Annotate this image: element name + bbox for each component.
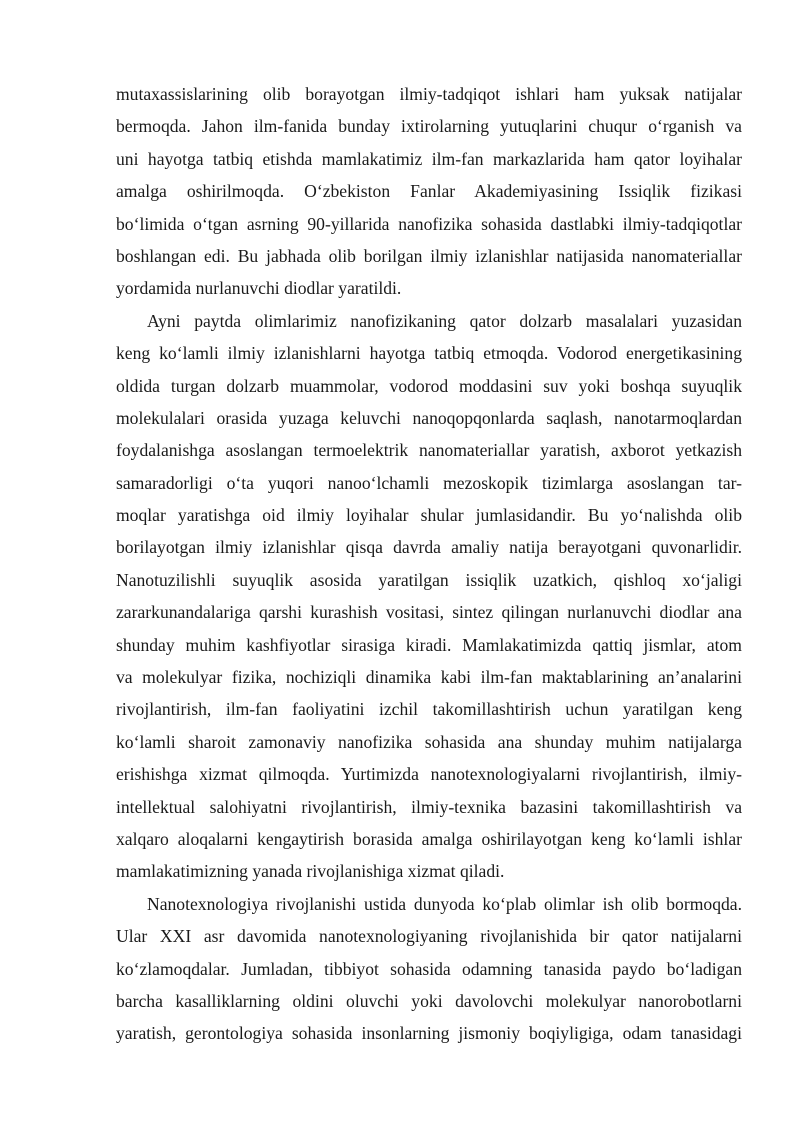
text-line: intellektual salohiyatni rivojlantirish, ilmiy-texnika bazasini takomillashtirish va (116, 796, 742, 817)
text-line: Ayni paytda olimlarimiz nanofizikaning qator dolzarb masalalari yuzasidan (147, 310, 742, 331)
text-line: oldida turgan dolzarb muammolar, vodorod moddasini suv yoki boshqa suyuqlik (116, 375, 742, 396)
paragraph (116, 78, 742, 305)
text-line: moqlar yaratishga oid ilmiy loyihalar shular jumlasidandir. Bu yoʻnalishda olib (116, 505, 742, 526)
text-line: borilayotgan ilmiy izlanishlar qisqa davrda amaliy natija berayotgani quvonarlidir. (116, 537, 742, 558)
text-line: keng koʻlamli ilmiy izlanishlarni hayotga tatbiq etmoqda. Vodorod energetikasining (116, 343, 742, 364)
text-line: rivojlantirish, ilm-fan faoliyatini izchil takomillashtirish uchun yaratilgan keng (116, 699, 742, 720)
text-line: koʻzlamoqdalar. Jumladan, tibbiyot sohasida odamning tanasida paydo boʻladigan (116, 958, 742, 979)
text-line: zararkunandalariga qarshi kurashish vositasi, sintez qilingan nurlanuvchi diodlar ana (116, 602, 742, 623)
text-line: yaratish, gerontologiya sohasida insonlarning jismoniy boqiyligiga, odam tanasidagi (116, 1023, 742, 1044)
text-line: va molekulyar fizika, nochiziqli dinamika kabi ilm-fan maktablarining an’analarini (116, 667, 742, 688)
text-line: erishishga xizmat qilmoqda. Yurtimizda nanotexnologiyalarni rivojlantirish, ilmiy- (116, 764, 742, 785)
text-line: foydalanishga asoslangan termoelektrik nanomateriallar yaratish, axborot yetkazish (116, 440, 742, 461)
text-line: mutaxassislarining olib borayotgan ilmiy-tadqiqot ishlari ham yuksak natijalar (116, 84, 742, 104)
text-line: boʻlimida oʻtgan asrning 90-yillarida nanofizika sohasida dastlabki ilmiy-tadqiqotlar (116, 213, 742, 234)
text-line: Ular XXI asr davomida nanotexnologiyaning rivojlanishida bir qator natijalarni (116, 926, 742, 947)
text-line: samaradorligi oʻta yuqori nanooʻlchamli mezoskopik tizimlarga asoslangan tar- (116, 472, 742, 493)
paragraph (116, 888, 742, 1050)
text-line: yordamida nurlanuvchi diodlar yaratildi. (116, 278, 402, 299)
text-line: koʻlamli sharoit zamonaviy nanofizika sohasida ana shunday muhim natijalarga (116, 731, 742, 752)
text-line: uni hayotga tatbiq etishda mamlakatimiz ilm-fan markazlarida ham qator loyihalar (116, 148, 742, 169)
text-line: xalqaro aloqalarni kengaytirish borasida amalga oshirilayotgan keng koʻlamli ishlar (116, 828, 742, 849)
text-line: mamlakatimizning yanada rivojlanishiga xizmat qiladi. (116, 861, 505, 882)
text-line: Nanotuzilishli suyuqlik asosida yaratilgan issiqlik uzatkich, qishloq xoʻjaligi (116, 569, 742, 590)
text-line: amalga oshirilmoqda. Oʻzbekiston Fanlar Akademiyasining Issiqlik fizikasi (116, 181, 742, 202)
paragraph (116, 305, 742, 888)
text-line: shunday muhim kashfiyotlar sirasiga kiradi. Mamlakatimizda qattiq jismlar, atom (116, 634, 742, 655)
document-page (116, 78, 742, 1050)
text-line: bermoqda. Jahon ilm-fanida bunday ixtirolarning yutuqlarini chuqur oʻrganish va (116, 116, 742, 137)
text-line: barcha kasalliklarning oldini oluvchi yoki davolovchi molekulyar nanorobotlarni (116, 990, 742, 1011)
text-line: Nanotexnologiya rivojlanishi ustida dunyoda koʻplab olimlar ish olib bormoqda. (147, 893, 742, 914)
text-line: boshlangan edi. Bu jabhada olib borilgan ilmiy izlanishlar natijasida nanomateriallar (116, 245, 742, 266)
text-line: molekulalari orasida yuzaga keluvchi nanoqopqonlarda saqlash, nanotarmoqlardan (116, 407, 742, 428)
